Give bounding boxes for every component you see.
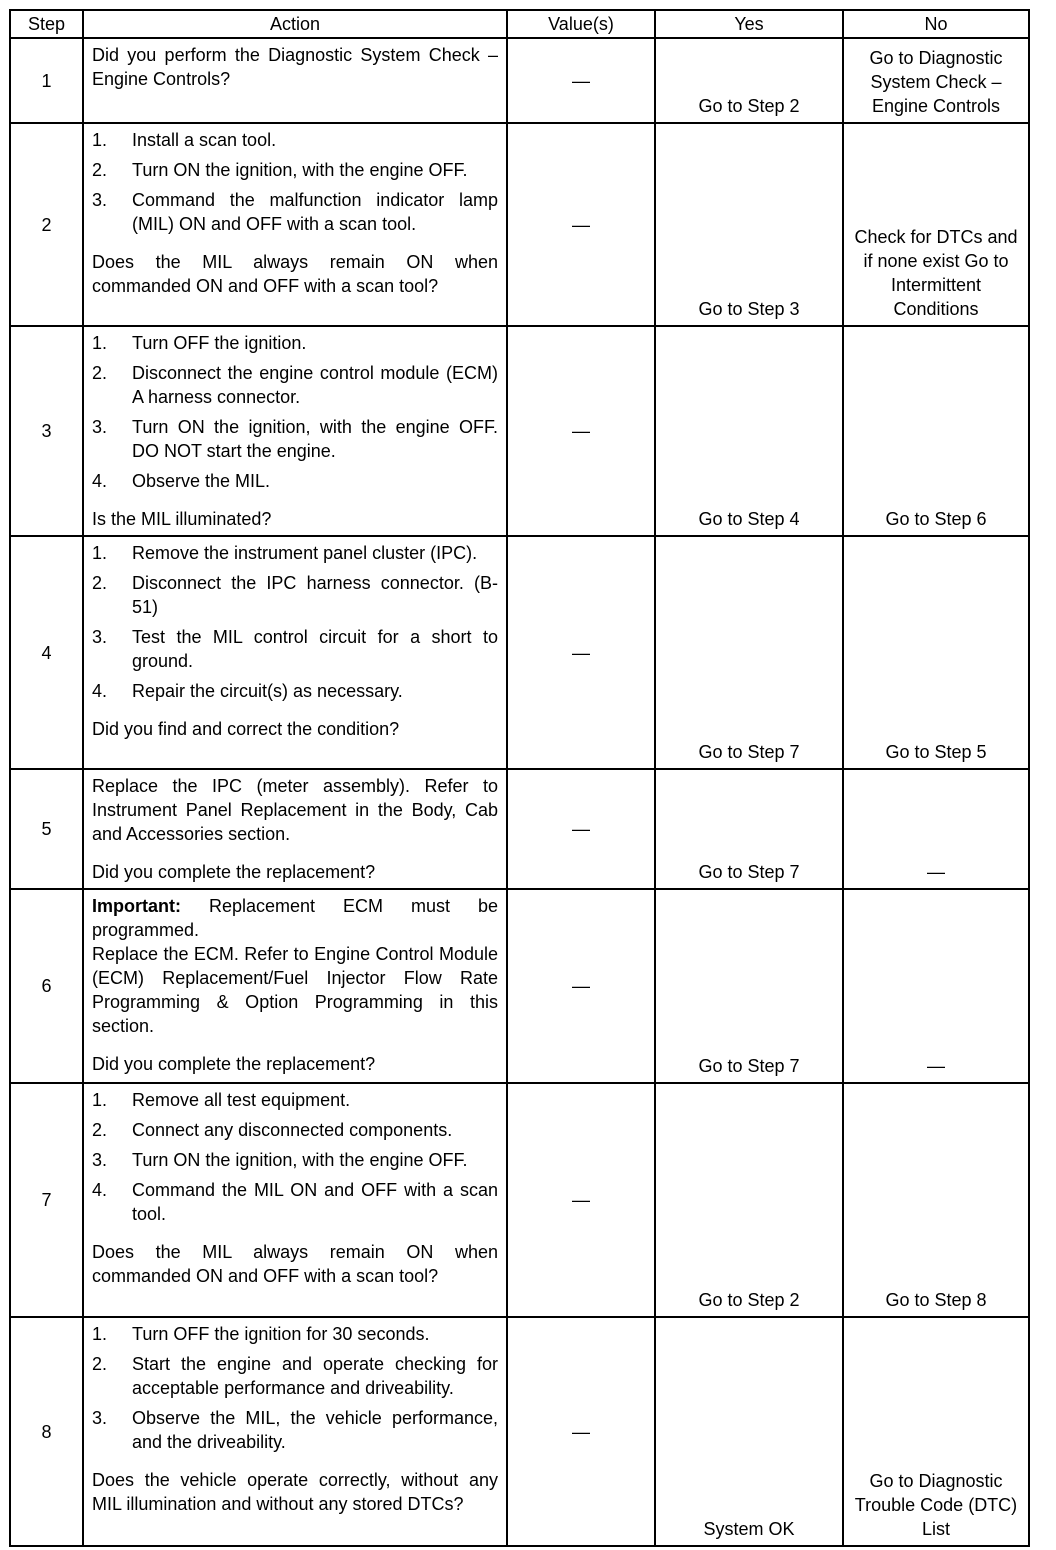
yes-cell: Go to Step 3: [655, 123, 843, 326]
action-question: Does the vehicle operate correctly, without any MIL illumination and without any stored DTCs?: [92, 1470, 498, 1514]
item-text: Turn ON the ignition, with the engine OFF.: [132, 1150, 468, 1170]
yes-cell: Go to Step 7: [655, 769, 843, 889]
item-number: 1.: [92, 1090, 108, 1110]
no-cell: Check for DTCs and if none exist Go to Intermittent Conditions: [843, 123, 1029, 326]
action-step-item: [92, 1148, 498, 1172]
action-question: Is the MIL illuminated?: [92, 509, 272, 529]
yes-cell: Go to Step 2: [655, 38, 843, 123]
action-step-item: [92, 331, 498, 355]
yes-cell: Go to Step 4: [655, 326, 843, 536]
important-note: [92, 894, 498, 942]
value-cell: —: [507, 1083, 655, 1317]
action-step-item: [92, 1406, 498, 1454]
action-question: Did you complete the replacement?: [92, 862, 376, 882]
action-step-item: [92, 158, 498, 182]
step-number: 8: [10, 1317, 83, 1546]
value-cell: —: [507, 123, 655, 326]
value-cell: —: [507, 326, 655, 536]
value-cell: —: [507, 889, 655, 1083]
no-cell: Go to Step 6: [843, 326, 1029, 536]
item-number: 4.: [92, 1180, 108, 1200]
value-cell: —: [507, 769, 655, 889]
item-text: Disconnect the engine control module (ECM) A harness connector.: [132, 363, 498, 407]
no-cell: Go to Diagnostic System Check – Engine Controls: [843, 38, 1029, 123]
action-step-item: [92, 469, 498, 493]
yes-cell: Go to Step 7: [655, 536, 843, 769]
action-cell: [83, 1083, 507, 1317]
action-step-item: [92, 541, 498, 565]
action-cell: [83, 1317, 507, 1546]
step-number: 3: [10, 326, 83, 536]
action-cell: [83, 38, 507, 123]
item-number: 3.: [92, 627, 108, 647]
no-cell: Go to Step 5: [843, 536, 1029, 769]
value-cell: —: [507, 536, 655, 769]
item-text: Install a scan tool.: [132, 130, 277, 150]
item-text: Command the MIL ON and OFF with a scan tool.: [132, 1180, 498, 1224]
item-number: 3.: [92, 1150, 108, 1170]
header-yes: Yes: [655, 10, 843, 38]
important-label: Important:: [92, 896, 181, 916]
no-cell: —: [843, 889, 1029, 1083]
item-number: 2.: [92, 160, 108, 180]
item-text: Repair the circuit(s) as necessary.: [132, 681, 403, 701]
item-text: Remove all test equipment.: [132, 1090, 351, 1110]
item-number: 1.: [92, 1324, 108, 1344]
step-number: 2: [10, 123, 83, 326]
table-row: [10, 123, 1029, 326]
yes-cell: Go to Step 7: [655, 889, 843, 1083]
action-question: Did you complete the replacement?: [92, 1054, 376, 1074]
value-cell: —: [507, 1317, 655, 1546]
action-question: Does the MIL always remain ON when commanded ON and OFF with a scan tool?: [92, 252, 498, 296]
header-values: Value(s): [507, 10, 655, 38]
important-text: Replacement ECM must be programmed.: [92, 896, 498, 940]
action-step-item: [92, 1352, 498, 1400]
item-text: Command the malfunction indicator lamp (MIL) ON and OFF with a scan tool.: [132, 190, 498, 234]
item-text: Turn ON the ignition, with the engine OFF. DO NOT start the engine.: [132, 417, 498, 461]
item-number: 4.: [92, 681, 108, 701]
action-cell: [83, 769, 507, 889]
table-row: [10, 1317, 1029, 1546]
action-step-item: [92, 625, 498, 673]
step-number: 5: [10, 769, 83, 889]
action-step-item: [92, 415, 498, 463]
item-number: 2.: [92, 1354, 108, 1374]
header-no: No: [843, 10, 1029, 38]
action-step-item: [92, 188, 498, 236]
item-number: 1.: [92, 130, 108, 150]
action-step-item: [92, 1118, 498, 1142]
item-text: Connect any disconnected components.: [132, 1120, 453, 1140]
header-row: [10, 10, 1029, 38]
table-row: [10, 889, 1029, 1083]
action-cell: [83, 889, 507, 1083]
table-row: [10, 38, 1029, 123]
action-cell: [83, 123, 507, 326]
action-step-item: [92, 1178, 498, 1226]
action-step-item: [92, 571, 498, 619]
item-number: 1.: [92, 333, 108, 353]
action-step-item: [92, 1088, 498, 1112]
action-paragraph: Replace the IPC (meter assembly). Refer to Instrument Panel Replacement in the Body, Cab and Accessories section.: [92, 776, 498, 844]
item-number: 3.: [92, 190, 108, 210]
item-number: 1.: [92, 543, 108, 563]
action-cell: [83, 536, 507, 769]
no-cell: —: [843, 769, 1029, 889]
item-text: Remove the instrument panel cluster (IPC).: [132, 543, 478, 563]
table-row: [10, 536, 1029, 769]
step-number: 7: [10, 1083, 83, 1317]
action-step-item: [92, 679, 498, 703]
item-text: Start the engine and operate checking for acceptable performance and driveability.: [132, 1354, 498, 1398]
item-text: Test the MIL control circuit for a short to ground.: [132, 627, 498, 671]
table-row: [10, 326, 1029, 536]
no-cell: Go to Diagnostic Trouble Code (DTC) List: [843, 1317, 1029, 1546]
item-text: Turn OFF the ignition for 30 seconds.: [132, 1324, 430, 1344]
step-number: 1: [10, 38, 83, 123]
item-text: Observe the MIL.: [132, 471, 271, 491]
item-text: Disconnect the IPC harness connector. (B-51): [132, 573, 498, 617]
item-number: 3.: [92, 417, 108, 437]
table-row: [10, 1083, 1029, 1317]
action-step-item: [92, 361, 498, 409]
item-number: 2.: [92, 1120, 108, 1140]
item-number: 4.: [92, 471, 108, 491]
value-cell: —: [507, 38, 655, 123]
action-step-item: [92, 128, 498, 152]
item-text: Turn OFF the ignition.: [132, 333, 307, 353]
no-cell: Go to Step 8: [843, 1083, 1029, 1317]
action-paragraph: Did you perform the Diagnostic System Check – Engine Controls?: [92, 45, 498, 89]
yes-cell: System OK: [655, 1317, 843, 1546]
action-question: Did you find and correct the condition?: [92, 719, 400, 739]
item-text: Turn ON the ignition, with the engine OFF.: [132, 160, 468, 180]
item-number: 2.: [92, 573, 108, 593]
item-number: 2.: [92, 363, 108, 383]
action-question: Does the MIL always remain ON when commanded ON and OFF with a scan tool?: [92, 1242, 498, 1286]
table-row: [10, 769, 1029, 889]
action-cell: [83, 326, 507, 536]
item-number: 3.: [92, 1408, 108, 1428]
step-number: 4: [10, 536, 83, 769]
action-step-item: [92, 1322, 498, 1346]
header-action: Action: [83, 10, 507, 38]
item-text: Observe the MIL, the vehicle performance, and the driveability.: [132, 1408, 498, 1452]
action-paragraph: Replace the ECM. Refer to Engine Control Module (ECM) Replacement/Fuel Injector Flow Rate Programming & Option Programming in this section.: [92, 944, 498, 1036]
yes-cell: Go to Step 2: [655, 1083, 843, 1317]
step-number: 6: [10, 889, 83, 1083]
header-step: Step: [10, 10, 83, 38]
diagnostic-table: [9, 9, 1030, 1547]
